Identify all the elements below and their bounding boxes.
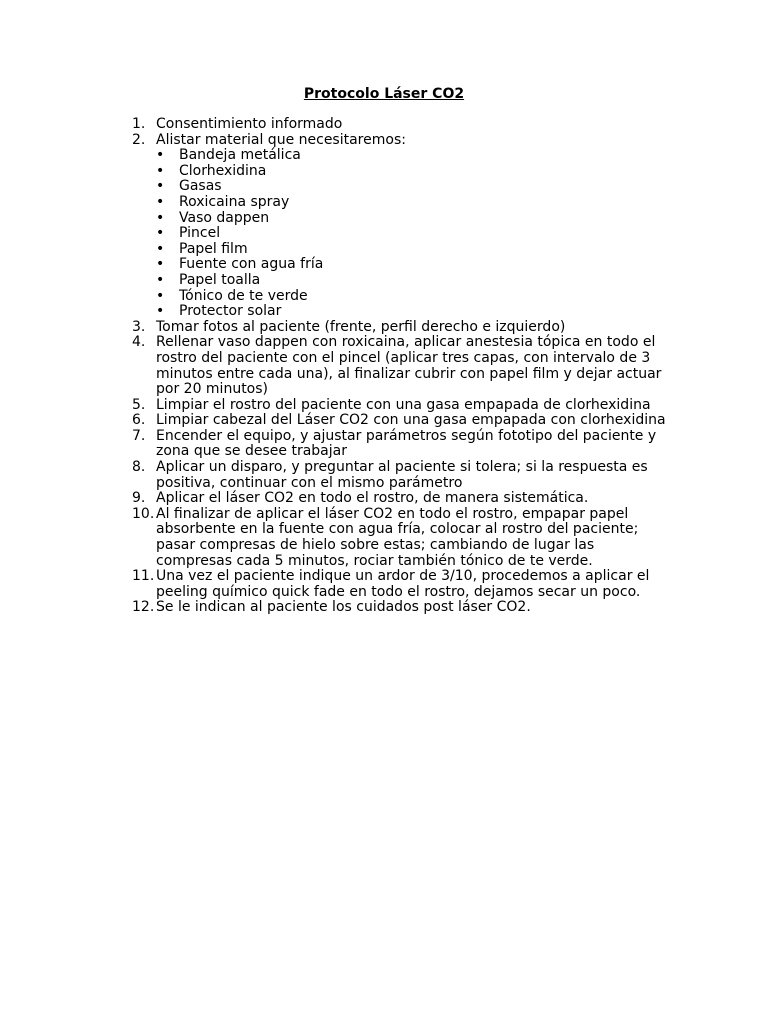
list-item xyxy=(132,413,672,429)
document-title: Protocolo Láser CO2 xyxy=(303,86,465,102)
list-item xyxy=(132,460,672,491)
list-item xyxy=(132,491,672,507)
material-list-item xyxy=(132,179,672,195)
bullet-icon: • xyxy=(156,193,165,210)
list-item-text: Encender el equipo, y ajustar parámetros según fototipo del paciente y zona que se desee trabajar xyxy=(156,427,657,460)
list-item-number: 9. xyxy=(132,490,146,507)
material-item-text: Protector solar xyxy=(179,303,282,320)
list-item-text: Tomar fotos al paciente (frente, perfil derecho e izquierdo) xyxy=(156,318,566,335)
list-item-number: 11. xyxy=(132,568,155,585)
list-item-number: 1. xyxy=(132,116,146,132)
material-list-item xyxy=(132,195,672,211)
material-item-text: Roxicaina spray xyxy=(179,193,290,210)
list-item-number: 6. xyxy=(132,412,146,429)
list-item-text: Aplicar el láser CO2 en todo el rostro, de manera sistemática. xyxy=(156,490,589,507)
bullet-icon: • xyxy=(156,240,165,257)
list-item-number: 4. xyxy=(132,334,146,351)
bullet-icon: • xyxy=(156,271,165,288)
list-item-text: Al finalizar de aplicar el láser CO2 en todo el rostro, empapar papel absorbente en la fuente con agua fría, colocar al rostro del paciente; pasar compresas de hielo sobre estas; cambiando de lugar las compresas cada 5 minutos, rociar también tónico de te verde. xyxy=(156,505,639,569)
list-item-text: Se le indican al paciente los cuidados post láser CO2. xyxy=(156,599,531,616)
material-item-text: Bandeja metálica xyxy=(179,147,301,164)
list-item-text: Limpiar el rostro del paciente con una gasa empapada de clorhexidina xyxy=(156,396,651,413)
list-item-text: Limpiar cabezal del Láser CO2 con una gasa empapada con clorhexidina xyxy=(156,412,666,429)
protocol-list xyxy=(132,117,672,616)
bullet-icon: • xyxy=(156,303,165,320)
list-item-text: Consentimiento informado xyxy=(156,116,343,132)
list-item xyxy=(132,335,672,397)
material-item-text: Clorhexidina xyxy=(179,162,267,179)
material-list-item xyxy=(132,242,672,258)
material-item-text: Pincel xyxy=(179,225,221,242)
list-item-number: 3. xyxy=(132,318,146,335)
list-item-number: 7. xyxy=(132,427,146,444)
list-item xyxy=(132,507,672,569)
material-item-text: Papel film xyxy=(179,240,248,257)
material-item-text: Fuente con agua fría xyxy=(179,256,324,273)
list-item-number: 12. xyxy=(132,599,155,616)
list-item xyxy=(132,429,672,460)
list-item xyxy=(132,320,672,336)
bullet-icon: • xyxy=(156,147,165,164)
material-item-text: Tónico de te verde xyxy=(179,287,308,304)
list-item-text: Alistar material que necesitaremos: xyxy=(156,131,406,148)
bullet-icon: • xyxy=(156,256,165,273)
list-item xyxy=(132,600,672,616)
list-item-text: Aplicar un disparo, y preguntar al paciente si tolera; si la respuesta es positiva, continuar con el mismo parámetro xyxy=(156,459,648,491)
bullet-icon: • xyxy=(156,162,165,179)
material-list-item xyxy=(132,257,672,273)
material-list-item xyxy=(132,289,672,305)
list-item xyxy=(132,398,672,414)
list-item-number: 2. xyxy=(132,131,146,148)
list-item xyxy=(132,569,672,600)
material-list-item xyxy=(132,273,672,289)
list-item xyxy=(132,117,672,133)
material-item-text: Papel toalla xyxy=(179,271,261,288)
list-item-number: 10. xyxy=(132,505,155,522)
material-list-item xyxy=(132,226,672,242)
material-item-text: Vaso dappen xyxy=(179,209,270,226)
list-item-text: Una vez el paciente indique un ardor de 3/10, procedemos a aplicar el peeling químico quick fade en todo el rostro, dejamos secar un poco. xyxy=(156,568,650,600)
material-list-item xyxy=(132,211,672,227)
list-item-text: Rellenar vaso dappen con roxicaina, aplicar anestesia tópica en todo el rostro del paciente con el pincel (aplicar tres capas, con intervalo de 3 minutos entre cada una), al finalizar cubrir con papel film y dejar actuar por 20 minutos) xyxy=(156,334,662,398)
bullet-icon: • xyxy=(156,225,165,242)
list-item-number: 5. xyxy=(132,396,146,413)
material-list-item xyxy=(132,164,672,180)
material-list-item xyxy=(132,148,672,164)
list-item-number: 8. xyxy=(132,459,146,476)
bullet-icon: • xyxy=(156,178,165,195)
material-item-text: Gasas xyxy=(179,178,222,195)
bullet-icon: • xyxy=(156,287,165,304)
list-item xyxy=(132,133,672,149)
material-list-item xyxy=(132,304,672,320)
bullet-icon: • xyxy=(156,209,165,226)
